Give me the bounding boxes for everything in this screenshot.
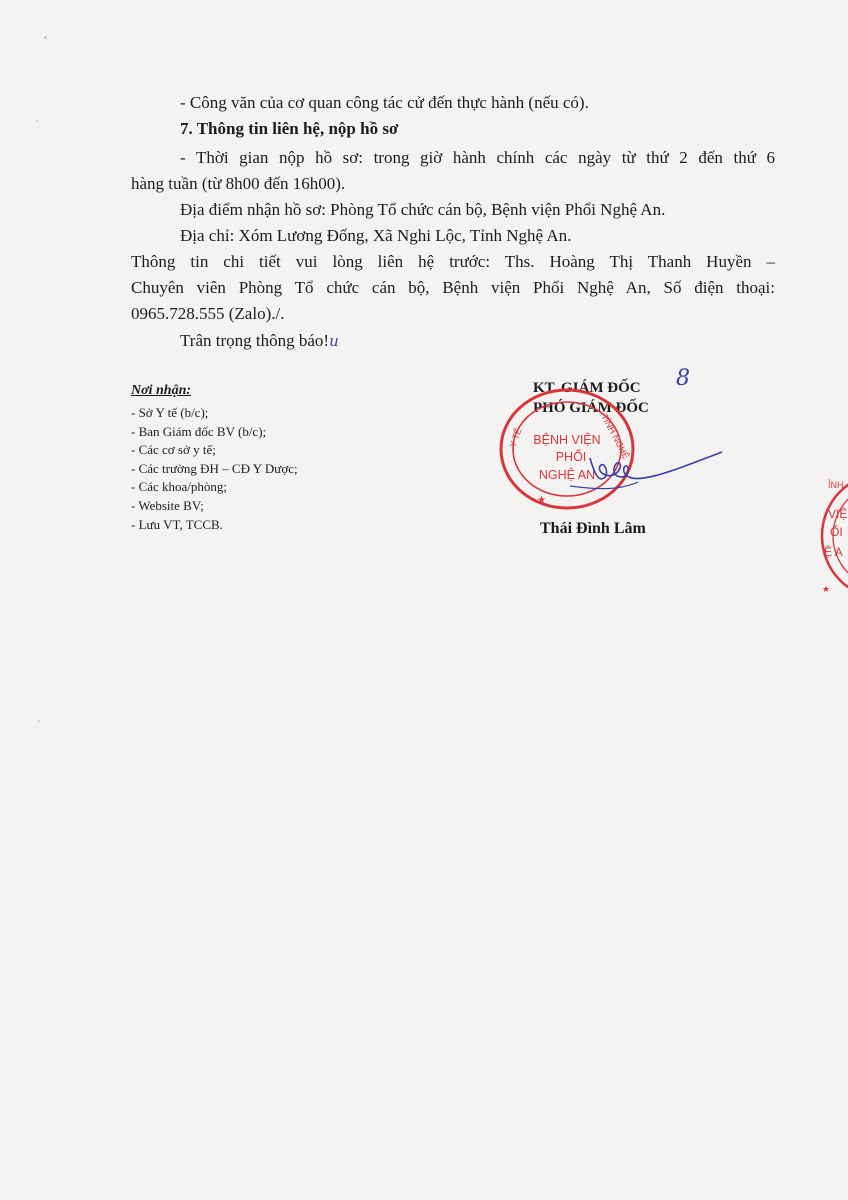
contact-line-1: Thông tin chi tiết vui lòng liên hệ trước: Ths. Hoàng Thị Thanh Huyền – bbox=[131, 252, 775, 271]
address: Địa chỉ: Xóm Lương Đống, Xã Nghi Lộc, Tỉnh Nghệ An. bbox=[180, 226, 572, 245]
signature-title-line-2: PHÓ GIÁM ĐỐC bbox=[533, 400, 649, 416]
body-line-attachment: - Công văn của cơ quan công tác cử đến thực hành (nếu có). bbox=[180, 93, 589, 112]
contact-line-2: Chuyên viên Phòng Tổ chức cán bộ, Bệnh viện Phổi Nghệ An, Số điện thoại: bbox=[131, 278, 775, 297]
closing-handwritten-mark: u bbox=[329, 332, 339, 350]
edge-stamp-line-3: ỔI bbox=[830, 525, 843, 539]
edge-stamp-star: ★ bbox=[822, 584, 831, 594]
handwritten-initial: 8 bbox=[676, 366, 690, 391]
contact-line-3: 0965.728.555 (Zalo)./. bbox=[131, 304, 285, 323]
recipients-list bbox=[131, 404, 298, 534]
edge-stamp-line-2: VIỆ bbox=[828, 507, 848, 521]
signature-title-line-1: KT. GIÁM ĐỐC bbox=[533, 380, 641, 396]
submission-location: Địa điểm nhận hồ sơ: Phòng Tổ chức cán bộ, Bệnh viện Phổi Nghệ An. bbox=[180, 200, 666, 219]
stamp-edge-right: TỈNH NGHỆ bbox=[599, 412, 632, 461]
stamp-line-2: PHỔI bbox=[555, 450, 587, 464]
recipient-item: - Ban Giám đốc BV (b/c); bbox=[131, 423, 267, 439]
stamp-line-1: BỆNH VIỆN bbox=[533, 433, 601, 447]
scan-speck bbox=[44, 36, 47, 39]
submit-time-line-1: - Thời gian nộp hồ sơ: trong giờ hành chính các ngày từ thứ 2 đến thứ 6 bbox=[180, 148, 775, 167]
scan-speck bbox=[36, 120, 38, 122]
edge-stamp-fragment bbox=[812, 466, 848, 606]
submit-time-line-2: hàng tuần (từ 8h00 đến 16h00). bbox=[131, 174, 346, 193]
stamp-edge-left: Y TẾ bbox=[507, 426, 524, 449]
recipient-item: - Website BV; bbox=[131, 497, 204, 513]
recipient-item: - Các trường ĐH – CĐ Y Dược; bbox=[131, 460, 298, 476]
closing-text: Trân trọng thông báo! bbox=[180, 331, 330, 350]
handwritten-signature bbox=[560, 438, 730, 498]
recipient-item: - Các khoa/phòng; bbox=[131, 479, 228, 495]
recipient-item: - Các cơ sở y tế; bbox=[131, 442, 216, 458]
recipients-title: Nơi nhận: bbox=[131, 383, 192, 398]
recipient-item: - Sở Y tế (b/c); bbox=[131, 405, 209, 420]
stamp-line-3: NGHỆ AN bbox=[538, 468, 596, 482]
edge-stamp-line-1: ỈNH bbox=[828, 480, 844, 490]
edge-stamp-line-4: Ệ A bbox=[824, 545, 843, 559]
closing-line bbox=[180, 328, 339, 354]
recipient-item: - Lưu VT, TCCB. bbox=[131, 516, 223, 532]
section-7-heading: 7. Thông tin liên hệ, nộp hồ sơ bbox=[180, 119, 399, 138]
signer-name: Thái Đình Lâm bbox=[540, 520, 646, 537]
stamp-star: ★ bbox=[537, 495, 546, 506]
scan-speck bbox=[38, 720, 40, 722]
